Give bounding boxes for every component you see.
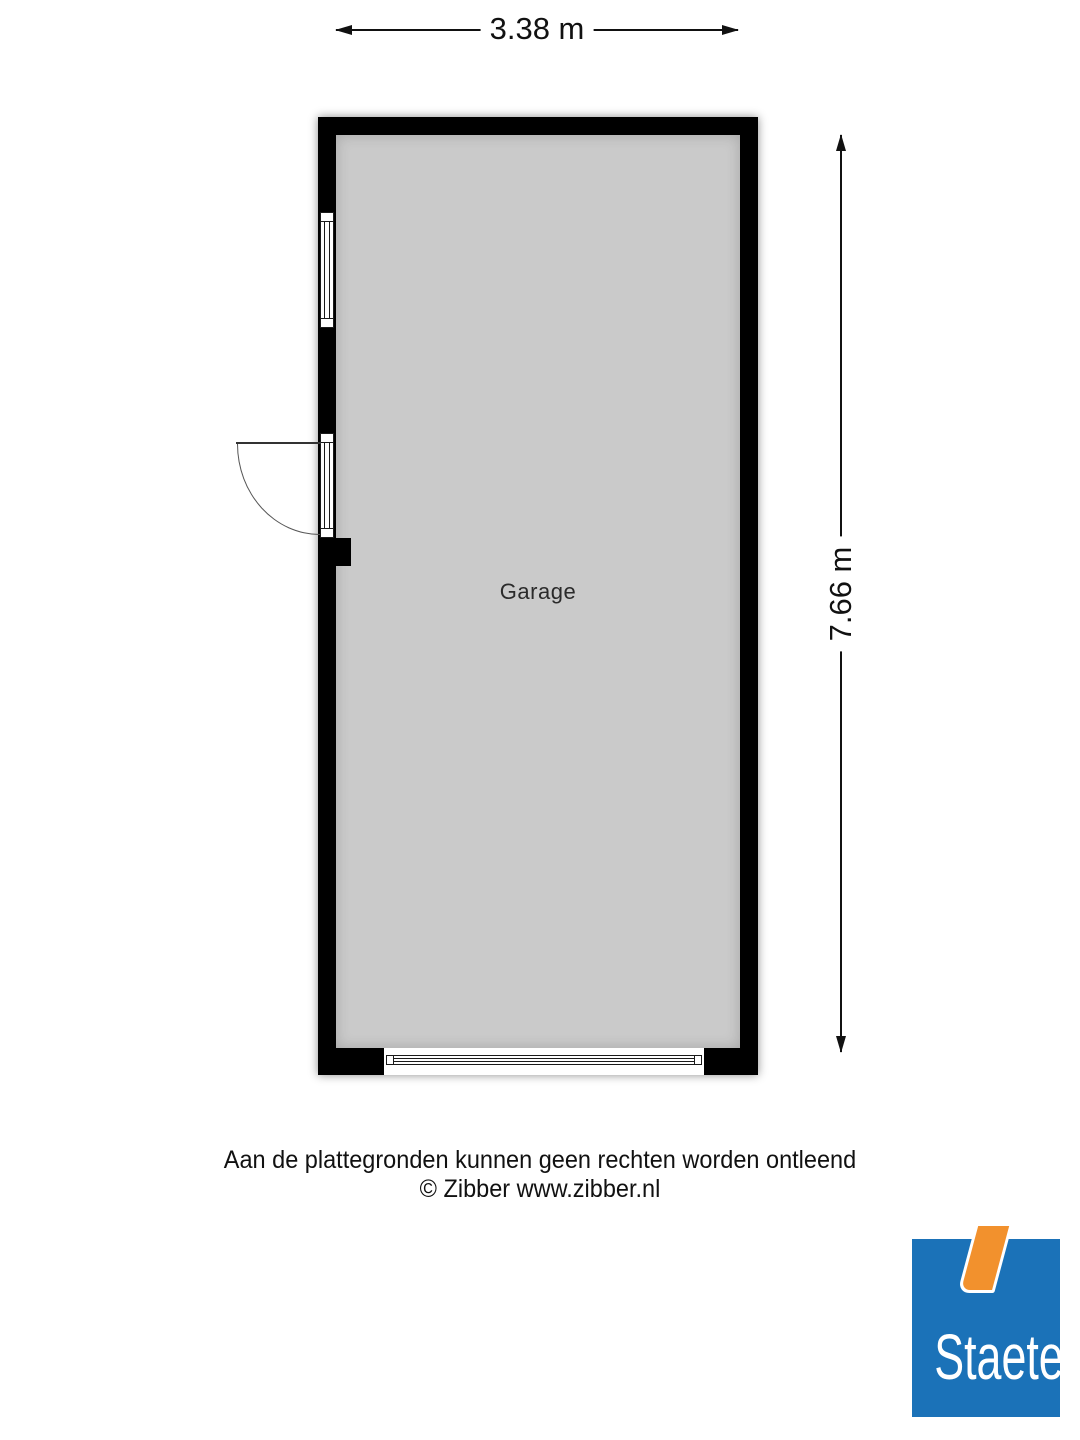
door-glass	[324, 443, 330, 528]
staete-logo	[912, 1239, 1064, 1417]
disclaimer-line1: Aan de plattegronden kunnen geen rechten worden ontleend	[223, 1146, 857, 1174]
width-dimension-label: 3.38 m	[481, 11, 594, 47]
disclaimer	[32, 1146, 1047, 1204]
wall-pier	[318, 538, 351, 566]
door-swing-arc-icon	[237, 444, 320, 535]
arrow-right-icon	[722, 25, 739, 35]
logo-ribbon-icon	[957, 1223, 1013, 1293]
disclaimer-line2: © Zibber www.zibber.nl	[419, 1175, 661, 1203]
window-glass	[324, 222, 330, 318]
garage-door-end	[694, 1056, 695, 1064]
arrow-left-icon	[335, 25, 352, 35]
logo-brand-text: Staete	[934, 1321, 1064, 1393]
garage-door-symbol	[386, 1055, 702, 1065]
window-symbol	[320, 212, 334, 328]
arrow-up-icon	[836, 134, 846, 151]
arrow-down-icon	[836, 1036, 846, 1053]
window-sill	[321, 318, 333, 319]
height-dimension-label: 7.66 m	[823, 536, 859, 651]
room-label: Garage	[499, 579, 577, 604]
door-frame	[321, 528, 333, 529]
door-panel-symbol	[320, 433, 334, 538]
garage-door-panel	[394, 1058, 694, 1062]
